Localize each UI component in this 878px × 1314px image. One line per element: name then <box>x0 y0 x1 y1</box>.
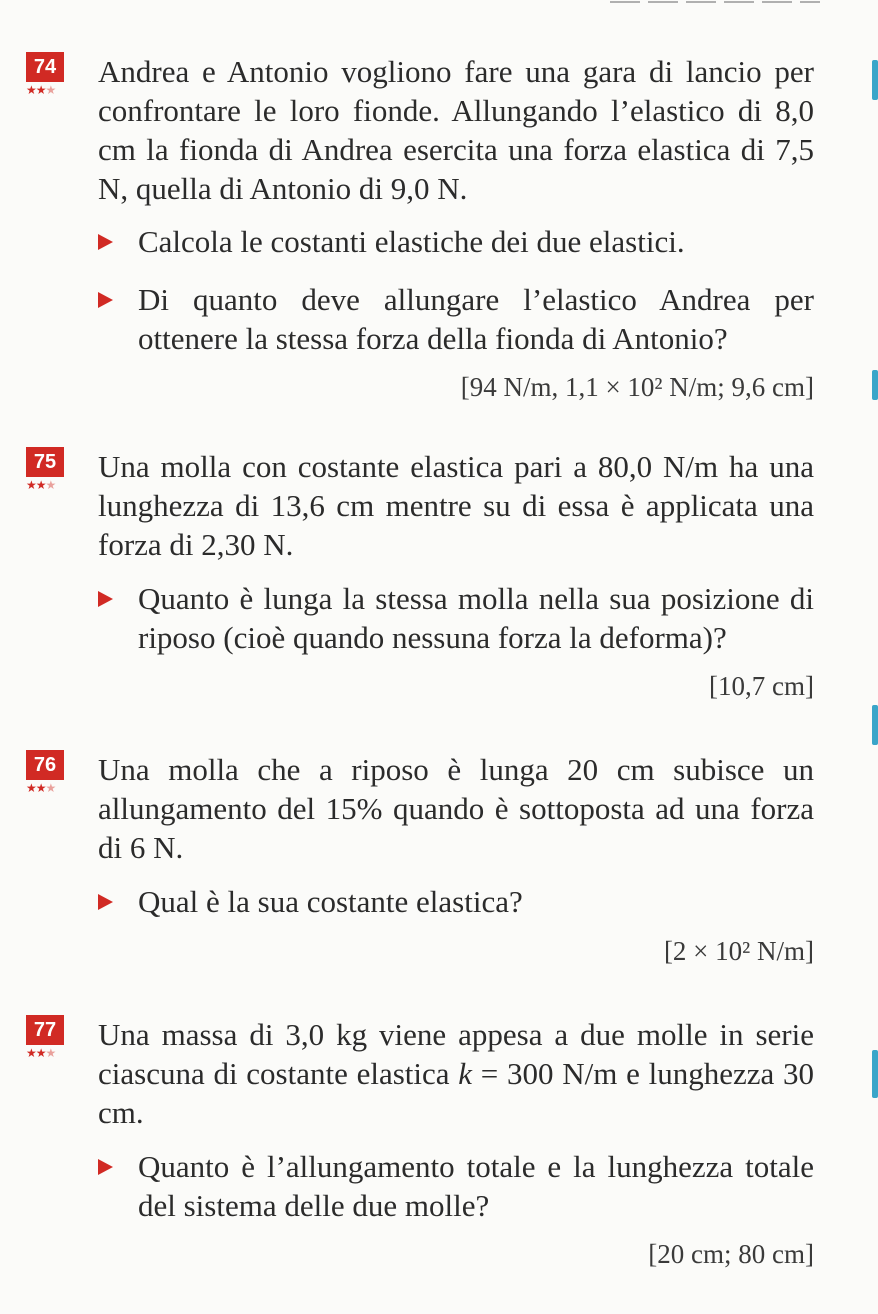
arrow-bullet-icon <box>98 1159 113 1175</box>
variable-k: k <box>458 1056 473 1091</box>
question-text: Quanto è lunga la stessa molla nella sua posizione di riposo (cioè quando nessuna forza la deforma)? <box>138 581 814 655</box>
star-icon: ★ <box>26 83 36 97</box>
problem-number: 77 <box>26 1015 64 1045</box>
star-icon: ★ <box>35 83 46 97</box>
difficulty-stars <box>26 83 55 97</box>
star-icon: ★ <box>26 478 36 492</box>
top-edge-mark <box>610 0 820 10</box>
difficulty-stars <box>26 478 55 492</box>
question-item <box>98 280 814 358</box>
star-icon: ★ <box>35 1046 46 1060</box>
margin-bar <box>872 705 878 745</box>
answer: [94 N/m, 1,1 × 10² N/m; 9,6 cm] <box>460 372 814 402</box>
problem-statement: Una molla che a riposo è lunga 20 cm subisce un allungamento del 15% quando è sottoposta ad una forza di 6 N. <box>98 752 814 865</box>
difficulty-stars <box>26 1046 55 1060</box>
question-text: Calcola le costanti elastiche dei due elastici. <box>138 224 685 259</box>
answer: [10,7 cm] <box>709 671 814 701</box>
question-text: Di quanto deve allungare l’elastico Andrea per ottenere la stessa forza della fionda di Antonio? <box>138 282 814 356</box>
star-icon: ★ <box>45 781 56 795</box>
arrow-bullet-icon <box>98 234 113 250</box>
question-text: Quanto è l’allungamento totale e la lunghezza totale del sistema delle due molle? <box>138 1149 814 1223</box>
star-icon: ★ <box>35 781 46 795</box>
margin-bar <box>872 1050 878 1098</box>
star-icon: ★ <box>45 478 56 492</box>
problem-number: 75 <box>26 447 64 477</box>
star-icon: ★ <box>26 1046 36 1060</box>
star-icon: ★ <box>45 1046 56 1060</box>
question-item <box>98 222 814 261</box>
arrow-bullet-icon <box>98 591 113 607</box>
margin-bar <box>872 370 878 400</box>
answer: [2 × 10² N/m] <box>663 936 814 966</box>
problem-number: 76 <box>26 750 64 780</box>
difficulty-stars <box>26 781 55 795</box>
answer: [20 cm; 80 cm] <box>648 1239 814 1269</box>
arrow-bullet-icon <box>98 292 113 308</box>
question-text: Qual è la sua costante elastica? <box>138 884 523 919</box>
problem-statement: Andrea e Antonio vogliono fare una gara di lancio per confrontare le loro fionde. Allungando l’elastico di 8,0 cm la fionda di Andrea esercita una forza elastica di 7,5 N, quella di Antonio di 9,0 N. <box>98 54 814 206</box>
question-item <box>98 1147 814 1225</box>
star-icon: ★ <box>45 83 56 97</box>
problem-statement: Una molla con costante elastica pari a 80,0 N/m ha una lunghezza di 13,6 cm mentre su di essa è applicata una forza di 2,30 N. <box>98 449 814 562</box>
arrow-bullet-icon <box>98 894 113 910</box>
margin-bar <box>872 60 878 100</box>
question-item <box>98 882 814 921</box>
star-icon: ★ <box>35 478 46 492</box>
problem-number: 74 <box>26 52 64 82</box>
star-icon: ★ <box>26 781 36 795</box>
problem-statement: Una massa di 3,0 kg viene appesa a due molle in serie ciascuna di costante elastica k = 300 N/m e lunghezza 30 cm. <box>98 1017 814 1130</box>
question-item <box>98 579 814 657</box>
